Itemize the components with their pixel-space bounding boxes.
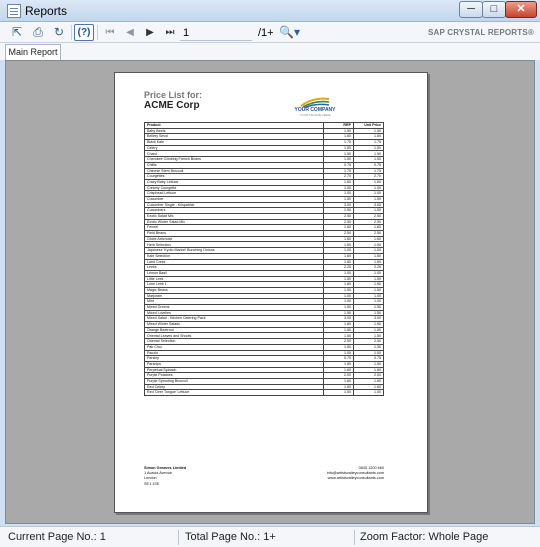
cell-product: Magic Beans bbox=[145, 287, 324, 293]
cell-rrp: 1.50 bbox=[324, 287, 354, 293]
cell-rrp: 1.60 bbox=[324, 225, 354, 231]
cell-rrp: 1.60 bbox=[324, 322, 354, 328]
cell-product: Chard bbox=[145, 151, 324, 157]
next-page-icon[interactable]: ▶ bbox=[146, 27, 154, 38]
cell-product: Red Celery bbox=[145, 384, 324, 390]
toolbar-separator bbox=[97, 25, 98, 40]
cell-rrp: 3.00 bbox=[324, 316, 354, 322]
cell-rrp: 1.60 bbox=[324, 236, 354, 242]
footer-company: Simon Greaves Limited bbox=[144, 466, 187, 470]
cell-rrp: 1.60 bbox=[324, 253, 354, 259]
column-header-unit-price: Unit Price bbox=[354, 123, 384, 129]
cell-product: Little Leek bbox=[145, 276, 324, 282]
cell-unit-price: 1.00 bbox=[354, 299, 384, 305]
close-button[interactable]: ✕ bbox=[505, 1, 537, 18]
cell-rrp: 1.60 bbox=[324, 259, 354, 265]
cell-unit-price: 1.60 bbox=[354, 134, 384, 140]
status-bar bbox=[0, 526, 540, 547]
status-separator bbox=[178, 530, 179, 545]
footer-website: www.artistsvalleyconsultants.com bbox=[327, 476, 384, 481]
cell-unit-price: 1.50 bbox=[354, 305, 384, 311]
maximize-button[interactable]: □ bbox=[482, 1, 506, 18]
cell-unit-price: 2.00 bbox=[354, 373, 384, 379]
cell-product: Mint bbox=[145, 299, 324, 305]
cell-rrp: 1.60 bbox=[324, 367, 354, 373]
cell-rrp: 1.75 bbox=[324, 168, 354, 174]
cell-product: Japanese 'Kyoto Market' Bunching Onions bbox=[145, 248, 324, 254]
footer-address-line: London bbox=[144, 476, 157, 481]
cell-rrp: 1.00 bbox=[324, 270, 354, 276]
cell-unit-price: 1.50 bbox=[354, 344, 384, 350]
cell-product: Bellery Sevoi bbox=[145, 134, 324, 140]
footer-address-line: 1 Acacia Avenue bbox=[144, 471, 173, 476]
cell-unit-price: 1.50 bbox=[354, 276, 384, 282]
status-zoom-factor: Zoom Factor: Whole Page bbox=[360, 531, 489, 543]
cell-rrp: 1.50 bbox=[324, 305, 354, 311]
cell-unit-price: 1.50 bbox=[354, 333, 384, 339]
cell-rrp: 1.60 bbox=[324, 134, 354, 140]
cell-rrp: 2.00 bbox=[324, 373, 354, 379]
cell-rrp: 1.50 bbox=[324, 361, 354, 367]
cell-rrp: 0.75 bbox=[324, 356, 354, 362]
cell-product: Parsley bbox=[145, 356, 324, 362]
cell-rrp: 1.00 bbox=[324, 299, 354, 305]
cell-rrp: 1.75 bbox=[324, 140, 354, 146]
cell-rrp: 3.00 bbox=[324, 202, 354, 208]
first-page-icon[interactable]: ⏮ bbox=[105, 27, 115, 38]
status-current-page: Current Page No.: 1 bbox=[8, 531, 106, 543]
footer-address-line: SE1 1SE bbox=[144, 481, 160, 486]
cell-product: Mixed Greens bbox=[145, 305, 324, 311]
cell-unit-price: 1.60 bbox=[354, 236, 384, 242]
cell-unit-price: 1.00 bbox=[354, 248, 384, 254]
cell-rrp: 1.50 bbox=[324, 344, 354, 350]
cell-product: Marjoram bbox=[145, 293, 324, 299]
company-logo bbox=[291, 95, 339, 117]
cell-product: Chinese Stem Broccoli bbox=[145, 168, 324, 174]
cell-product: Exotic Winter Salad Mix bbox=[145, 219, 324, 225]
cell-unit-price: 1.50 bbox=[354, 196, 384, 202]
cell-unit-price: 1.50 bbox=[354, 310, 384, 316]
cell-rrp: 1.00 bbox=[324, 293, 354, 299]
minimize-button[interactable]: ─ bbox=[459, 1, 483, 18]
cell-unit-price: 1.00 bbox=[354, 270, 384, 276]
status-total-page: Total Page No.: 1+ bbox=[185, 531, 276, 543]
previous-page-icon[interactable]: ◀ bbox=[126, 27, 134, 38]
cell-product: Pacolo bbox=[145, 350, 324, 356]
cell-unit-price: 2.25 bbox=[354, 265, 384, 271]
cell-rrp: 2.25 bbox=[324, 265, 354, 271]
cell-product: Crisphead Lettuce bbox=[145, 191, 324, 197]
cell-rrp: 1.50 bbox=[324, 151, 354, 157]
window-title: Reports bbox=[25, 4, 68, 18]
page-number-input[interactable] bbox=[180, 25, 252, 41]
column-header-product: Product bbox=[145, 123, 324, 129]
cell-unit-price: 1.00 bbox=[354, 293, 384, 299]
cell-unit-price: 1.00 bbox=[354, 350, 384, 356]
cell-product: Cucumber Single - Kilopatrick bbox=[145, 202, 324, 208]
cell-product: Cherokee Climbing French Beans bbox=[145, 157, 324, 163]
cell-rrp: 1.50 bbox=[324, 333, 354, 339]
cell-unit-price: 1.50 bbox=[354, 151, 384, 157]
status-separator bbox=[354, 530, 355, 545]
cell-unit-price: 1.60 bbox=[354, 225, 384, 231]
cell-rrp: 2.50 bbox=[324, 231, 354, 237]
column-header-rrp: RRP bbox=[324, 123, 354, 129]
cell-unit-price: 1.75 bbox=[354, 168, 384, 174]
cell-product: Oriental Leaves and Shoots bbox=[145, 333, 324, 339]
cell-unit-price: 1.75 bbox=[354, 140, 384, 146]
cell-product: Baby Beets bbox=[145, 128, 324, 134]
cell-product: Crazy Baby Lettuce bbox=[145, 179, 324, 185]
cell-product: Purple Potatoes bbox=[145, 373, 324, 379]
cell-unit-price: 1.60 bbox=[354, 384, 384, 390]
cell-rrp: 1.50 bbox=[324, 157, 354, 163]
cell-unit-price: 1.50 bbox=[354, 157, 384, 163]
cell-unit-price: 1.00 bbox=[354, 390, 384, 396]
cell-product: Orange Beetroot bbox=[145, 327, 324, 333]
cell-product: Perpetual Spinach bbox=[145, 367, 324, 373]
cell-rrp: 1.50 bbox=[324, 208, 354, 214]
cell-rrp: 2.70 bbox=[324, 174, 354, 180]
logo-text: YOUR COMPANY bbox=[294, 107, 336, 113]
cell-rrp: 1.60 bbox=[324, 179, 354, 185]
cell-product: Fennel bbox=[145, 225, 324, 231]
footer-email: info@artistsvalleyconsultants.com bbox=[326, 471, 384, 476]
cell-rrp: 2.50 bbox=[324, 339, 354, 345]
cell-rrp: 2.50 bbox=[324, 214, 354, 220]
cell-rrp: 1.50 bbox=[324, 128, 354, 134]
cell-unit-price: 2.50 bbox=[354, 339, 384, 345]
cell-product: Celery bbox=[145, 145, 324, 151]
sap-crystal-reports-brand: SAP CRYSTAL REPORTS® bbox=[427, 28, 534, 37]
cell-product: Black Kale bbox=[145, 140, 324, 146]
cell-rrp: 1.60 bbox=[324, 384, 354, 390]
cell-rrp: 1.00 bbox=[324, 248, 354, 254]
cell-product: Cucumber bbox=[145, 196, 324, 202]
last-page-icon[interactable]: ⏭ bbox=[165, 27, 175, 38]
cell-rrp: 1.50 bbox=[324, 276, 354, 282]
export-icon[interactable]: ⇱ bbox=[11, 25, 23, 39]
cell-unit-price: 1.50 bbox=[354, 242, 384, 248]
cell-product: Mixed Salad - Kitchen Catering Pack bbox=[145, 316, 324, 322]
cell-product: Kale Selection bbox=[145, 253, 324, 259]
cell-rrp: 1.00 bbox=[324, 191, 354, 197]
cell-unit-price: 3.00 bbox=[354, 202, 384, 208]
footer-address bbox=[144, 466, 186, 487]
report-heading-label: Price List for: bbox=[144, 90, 203, 100]
cell-product: Cucumbers bbox=[145, 208, 324, 214]
cell-unit-price: 1.50 bbox=[354, 287, 384, 293]
cell-product: Purple Sprouting Broccoli bbox=[145, 378, 324, 384]
cell-product: Mixed Winter Salads bbox=[145, 322, 324, 328]
cell-product: Mixed Lovelies bbox=[145, 310, 324, 316]
cell-unit-price: 2.50 bbox=[354, 214, 384, 220]
cell-product: Courgettes bbox=[145, 174, 324, 180]
cell-product: Lone Leek 1 bbox=[145, 282, 324, 288]
cell-unit-price: 1.60 bbox=[354, 179, 384, 185]
cell-rrp: 2.50 bbox=[324, 219, 354, 225]
cell-product: Lemon Basil bbox=[145, 270, 324, 276]
cell-rrp: 1.00 bbox=[324, 185, 354, 191]
print-icon[interactable]: ⎙ bbox=[33, 25, 43, 39]
report-page bbox=[114, 72, 428, 513]
cell-product: Creamy Courgette bbox=[145, 185, 324, 191]
cell-rrp: 1.00 bbox=[324, 350, 354, 356]
cell-unit-price: 1.60 bbox=[354, 367, 384, 373]
footer-contact bbox=[295, 466, 384, 482]
cell-unit-price: 2.70 bbox=[354, 174, 384, 180]
cell-product: Pak Choi bbox=[145, 344, 324, 350]
footer-phone: 0845 1200 660 bbox=[358, 466, 384, 470]
cell-product: Field Beans bbox=[145, 231, 324, 237]
report-tabstrip bbox=[0, 43, 540, 60]
cell-rrp: 1.50 bbox=[324, 196, 354, 202]
cell-unit-price: 1.50 bbox=[354, 145, 384, 151]
cell-unit-price: 2.50 bbox=[354, 219, 384, 225]
cell-unit-price: 1.60 bbox=[354, 253, 384, 259]
cell-product: Oriental Selection bbox=[145, 339, 324, 345]
cell-unit-price: 1.60 bbox=[354, 322, 384, 328]
cell-product: Chillis bbox=[145, 162, 324, 168]
cell-unit-price: 1.00 bbox=[354, 185, 384, 191]
cell-unit-price: 3.00 bbox=[354, 316, 384, 322]
window-titlebar bbox=[0, 0, 540, 22]
cell-rrp: 1.50 bbox=[324, 327, 354, 333]
cell-unit-price: 1.50 bbox=[354, 361, 384, 367]
cell-unit-price: 0.75 bbox=[354, 162, 384, 168]
cell-unit-price: 1.50 bbox=[354, 128, 384, 134]
cell-product: Leeks bbox=[145, 265, 324, 271]
cell-unit-price: 1.50 bbox=[354, 327, 384, 333]
cell-rrp: 0.75 bbox=[324, 162, 354, 168]
cell-unit-price: 2.50 bbox=[354, 231, 384, 237]
tab-main-report[interactable]: Main Report bbox=[5, 44, 61, 60]
cell-rrp: 1.60 bbox=[324, 378, 354, 384]
cell-rrp: 1.50 bbox=[324, 145, 354, 151]
cell-rrp: 1.50 bbox=[324, 242, 354, 248]
cell-unit-price: 1.60 bbox=[354, 378, 384, 384]
cell-unit-price: 1.60 bbox=[354, 282, 384, 288]
report-viewer[interactable] bbox=[5, 60, 535, 524]
cell-product: Parsnips bbox=[145, 361, 324, 367]
cell-rrp: 1.00 bbox=[324, 390, 354, 396]
page-total-label: /1+ bbox=[258, 27, 274, 39]
toolbar-separator bbox=[71, 25, 72, 40]
report-company-name: ACME Corp bbox=[144, 100, 200, 111]
cell-product: Globe Artichoke bbox=[145, 236, 324, 242]
report-toolbar bbox=[0, 22, 540, 43]
refresh-icon[interactable]: ↻ bbox=[53, 25, 65, 39]
cell-rrp: 1.60 bbox=[324, 282, 354, 288]
table-row bbox=[145, 390, 384, 396]
report-app-icon bbox=[7, 4, 21, 18]
help-icon[interactable]: (?) bbox=[74, 24, 94, 41]
logo-tagline: YOUR TAGLINE HERE bbox=[299, 113, 331, 117]
cell-product: Red 'Deer Tongue' Lettuce bbox=[145, 390, 324, 396]
cell-product: Exotic Salad Mix bbox=[145, 214, 324, 220]
cell-unit-price: 0.75 bbox=[354, 356, 384, 362]
cell-product: Land Cress bbox=[145, 259, 324, 265]
cell-unit-price: 1.60 bbox=[354, 259, 384, 265]
cell-unit-price: 1.00 bbox=[354, 191, 384, 197]
price-table bbox=[144, 122, 384, 396]
cell-unit-price: 1.50 bbox=[354, 208, 384, 214]
cell-rrp: 1.50 bbox=[324, 310, 354, 316]
cell-product: Herb Selection bbox=[145, 242, 324, 248]
zoom-dropdown-icon[interactable]: 🔍▾ bbox=[279, 25, 300, 39]
